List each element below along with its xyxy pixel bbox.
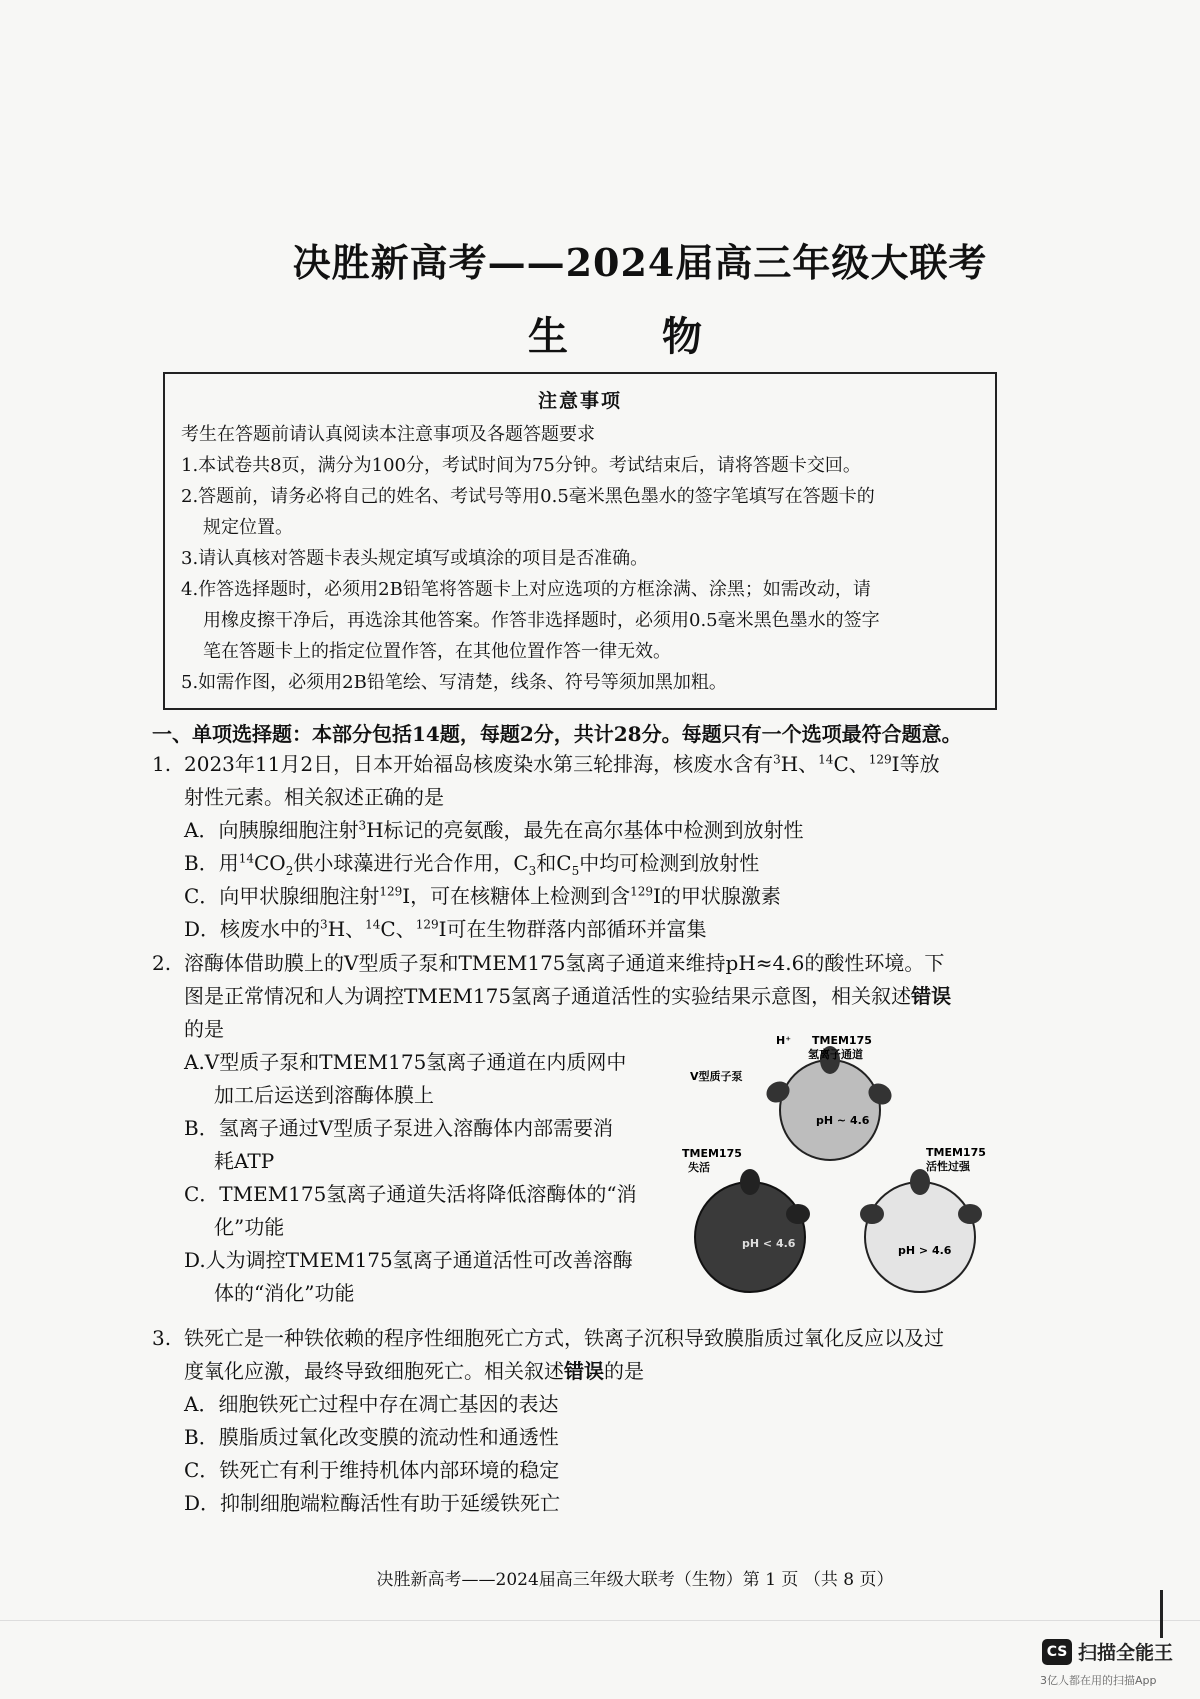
option-c: C．向甲状腺细胞注射$^{129}$I，可在核糖体上检测到含$^{129}$I的甲状腺激素 bbox=[184, 884, 781, 908]
page-footer: 决胜新高考——2024届高三年级大联考（生物）第 1 页 （共 8 页） bbox=[376, 1570, 894, 1590]
option-b-cont: 耗ATP bbox=[214, 1149, 275, 1173]
notice-box bbox=[163, 372, 997, 710]
svg-text:TMEM175: TMEM175 bbox=[812, 1034, 872, 1047]
option-d-cont: 体的“消化”功能 bbox=[214, 1281, 355, 1305]
question-stem: 度氧化应激，最终导致细胞死亡。相关叙述错误的是 bbox=[184, 1359, 644, 1383]
notice-item: 2.答题前，请务必将自己的姓名、考试号等用0.5毫米黑色墨水的签字笔填写在答题卡的 bbox=[181, 486, 875, 507]
svg-text:V型质子泵: V型质子泵 bbox=[690, 1070, 743, 1083]
question-stem: 铁死亡是一种铁依赖的程序性细胞死亡方式，铁离子沉积导致膜脂质过氧化反应以及过 bbox=[184, 1326, 944, 1350]
option-a: A.V型质子泵和TMEM175氢离子通道在内质网中 bbox=[184, 1050, 627, 1074]
svg-text:TMEM175: TMEM175 bbox=[926, 1146, 986, 1159]
lysosome-diagram bbox=[680, 1032, 1000, 1302]
question-number: 1. bbox=[152, 752, 172, 776]
question-number: 3. bbox=[152, 1326, 172, 1350]
notice-item: 3.请认真核对答题卡表头规定填写或填涂的项目是否准确。 bbox=[181, 548, 649, 569]
question-stem: 射性元素。相关叙述正确的是 bbox=[184, 785, 444, 809]
option-d: D．核废水中的$^3$H、$^{14}$C、$^{129}$I可在生物群落内部循环并富集 bbox=[184, 917, 707, 941]
exam-title: 决胜新高考——2024届高三年级大联考 bbox=[292, 240, 988, 285]
option-b: B．膜脂质过氧化改变膜的流动性和通透性 bbox=[184, 1425, 559, 1449]
question-number: 2. bbox=[152, 951, 172, 975]
brand-tagline: 3亿人都在用的扫描App bbox=[1040, 1674, 1157, 1687]
option-b: B．氢离子通过V型质子泵进入溶酶体内部需要消 bbox=[184, 1116, 614, 1140]
option-c-cont: 化”功能 bbox=[214, 1215, 285, 1239]
option-c: C．TMEM175氢离子通道失活将降低溶酶体的“消 bbox=[184, 1182, 637, 1206]
option-d: D．抑制细胞端粒酶活性有助于延缓铁死亡 bbox=[184, 1491, 561, 1515]
scan-mark bbox=[1160, 1590, 1163, 1638]
option-b: B．用$^{14}CO_2$供小球藻进行光合作用，$C_3$和$C_5$中均可检测到放射性 bbox=[184, 851, 760, 878]
svg-text:TMEM175: TMEM175 bbox=[682, 1147, 742, 1160]
notice-intro: 考生在答题前请认真阅读本注意事项及各题答题要求 bbox=[181, 424, 595, 445]
option-a: A．向胰腺细胞注射$^3$H标记的亮氨酸，最先在高尔基体中检测到放射性 bbox=[184, 818, 804, 842]
question-stem: 图是正常情况和人为调控TMEM175氢离子通道活性的实验结果示意图，相关叙述错误 bbox=[184, 984, 952, 1008]
option-d: D.人为调控TMEM175氢离子通道活性可改善溶酶 bbox=[184, 1248, 633, 1272]
notice-item: 1.本试卷共8页，满分为100分，考试时间为75分钟。考试结束后，请将答题卡交回。 bbox=[181, 455, 861, 476]
svg-text:H⁺: H⁺ bbox=[776, 1034, 792, 1047]
question-stem: 2023年11月2日，日本开始福岛核废染水第三轮排海，核废水含有$^3$H、$^{14}$C、$^{129}$I等放 bbox=[184, 752, 940, 776]
option-a: A．细胞铁死亡过程中存在凋亡基因的表达 bbox=[184, 1392, 559, 1416]
question-3 bbox=[152, 1322, 1012, 1520]
svg-text:pH ~ 4.6: pH ~ 4.6 bbox=[816, 1114, 870, 1127]
notice-item: 规定位置。 bbox=[203, 517, 293, 538]
svg-text:pH < 4.6: pH < 4.6 bbox=[742, 1237, 796, 1250]
option-a-cont: 加工后运送到溶酶体膜上 bbox=[214, 1083, 434, 1107]
question-stem: 的是 bbox=[184, 1017, 224, 1041]
notice-item: 5.如需作图，必须用2B铅笔绘、写清楚，线条、符号等须加黑加粗。 bbox=[181, 672, 727, 693]
svg-text:pH > 4.6: pH > 4.6 bbox=[898, 1244, 952, 1257]
option-c: C．铁死亡有利于维持机体内部环境的稳定 bbox=[184, 1458, 560, 1482]
scan-divider bbox=[0, 1620, 1200, 1621]
section-heading: 一、单项选择题：本部分包括14题，每题2分，共计28分。每题只有一个选项最符合题意。 bbox=[152, 722, 962, 746]
question-stem: 溶酶体借助膜上的V型质子泵和TMEM175氢离子通道来维持pH≈4.6的酸性环境。下 bbox=[184, 951, 945, 975]
notice-title: 注意事项 bbox=[537, 390, 622, 412]
svg-text:氢离子通道: 氢离子通道 bbox=[808, 1048, 863, 1061]
notice-item: 用橡皮擦干净后，再选涂其他答案。作答非选择题时，必须用0.5毫米黑色墨水的签字 bbox=[203, 610, 880, 631]
svg-text:活性过强: 活性过强 bbox=[926, 1160, 970, 1173]
brand-name: 扫描全能王 bbox=[1078, 1642, 1174, 1664]
svg-text:失活: 失活 bbox=[688, 1161, 710, 1174]
scanner-watermark bbox=[1042, 1638, 1173, 1665]
notice-item: 4.作答选择题时，必须用2B铅笔将答题卡上对应选项的方框涂满、涂黑；如需改动，请 bbox=[181, 579, 871, 600]
subject-title: 生 物 bbox=[528, 313, 742, 360]
notice-item: 笔在答题卡上的指定位置作答，在其他位置作答一律无效。 bbox=[203, 641, 671, 662]
cs-logo-icon: CS bbox=[1042, 1639, 1072, 1665]
lysosome-figure bbox=[680, 1032, 1000, 1302]
question-1 bbox=[152, 748, 1012, 946]
